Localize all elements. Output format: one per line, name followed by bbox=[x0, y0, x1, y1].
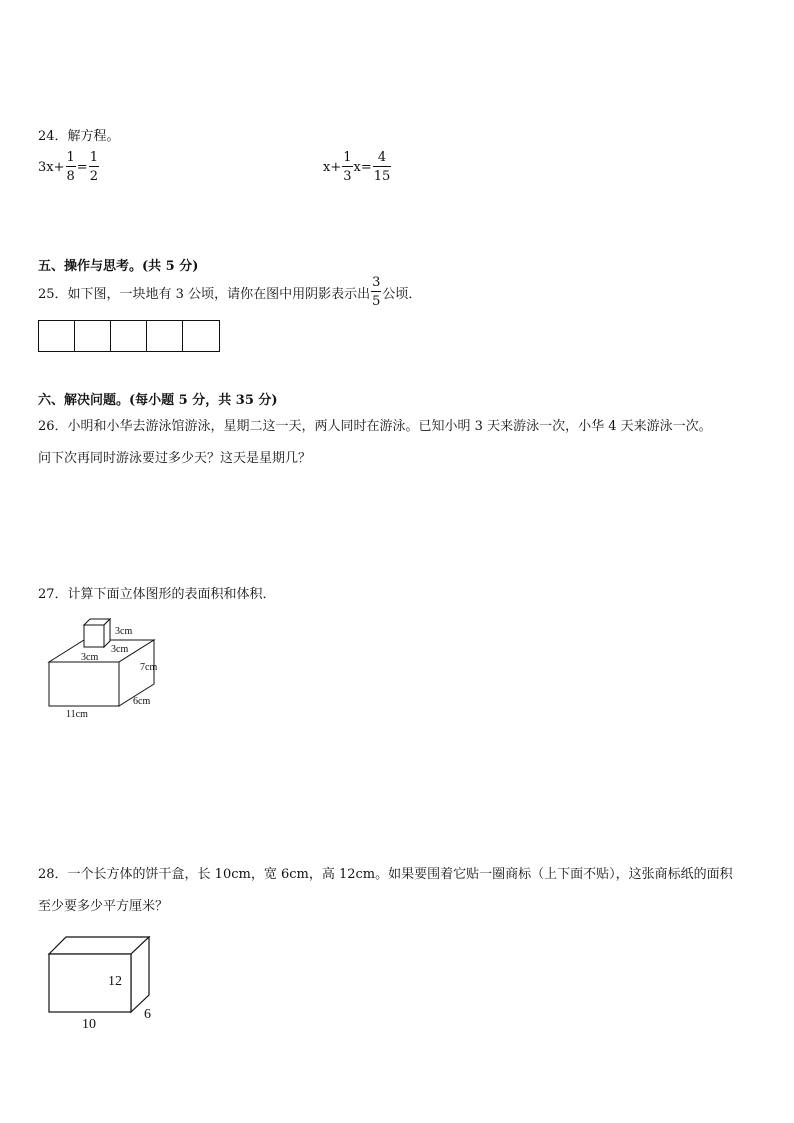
eq2-f1-numerator: 1 bbox=[343, 150, 352, 165]
eq2-f1-denominator: 3 bbox=[343, 169, 352, 184]
q28-line-2: 至少要多少平方厘米？ bbox=[38, 899, 169, 914]
label-box-depth: 6cm bbox=[133, 696, 151, 707]
box-front-face bbox=[49, 662, 119, 706]
label-box-length: 11cm bbox=[66, 709, 88, 720]
eq1-f2-numerator: 1 bbox=[89, 150, 98, 165]
eq2-f2-denominator: 15 bbox=[373, 169, 391, 184]
q27-text: 27．计算下面立体图形的表面积和体积． bbox=[38, 587, 276, 602]
q25-denominator: 5 bbox=[372, 294, 381, 309]
eq1-equals: = bbox=[76, 159, 88, 175]
eq2-mid: x= bbox=[353, 159, 372, 175]
eq1-prefix: 3x+ bbox=[38, 159, 65, 175]
label-tin-width: 6 bbox=[144, 1007, 151, 1022]
label-box-height: 7cm bbox=[140, 662, 158, 673]
q26-line-2: 问下次再同时游泳要过多少天？这天是星期几？ bbox=[38, 451, 312, 466]
eq2-f2-numerator: 4 bbox=[373, 151, 392, 167]
label-cube-height: 3cm bbox=[115, 626, 133, 637]
q28-line-1: 28．一个长方体的饼干盒，长 10cm，宽 6cm，高 12cm。如果要围着它贴一圈商标（上下面不贴），这张商标纸的面积 bbox=[38, 867, 733, 882]
label-tin-height: 12 bbox=[108, 974, 122, 989]
section-6-heading: 六、解决问题。(每小题 5 分，共 35 分) bbox=[38, 393, 278, 408]
q25-text-before: 25．如下图，一块地有 3 公顷，请你在图中用阴影表示出 bbox=[38, 286, 371, 302]
eq1-f2-denominator: 2 bbox=[89, 169, 98, 184]
cube-front-face bbox=[84, 625, 104, 647]
label-tin-length: 10 bbox=[82, 1017, 96, 1032]
eq1-f1-denominator: 8 bbox=[66, 169, 75, 184]
q25-text-after: 公顷． bbox=[382, 286, 422, 302]
q24-heading: 24．解方程。 bbox=[38, 129, 120, 144]
eq2-prefix: x+ bbox=[323, 159, 342, 175]
label-cube-width: 3cm bbox=[81, 652, 99, 663]
label-cube-depth: 3cm bbox=[111, 644, 129, 655]
q25-numerator: 3 bbox=[372, 275, 381, 290]
q26-line-1: 26．小明和小华去游泳馆游泳，星期二这一天，两人同时在游泳。已知小明 3 天来游泳一次，小华 4 天来游泳一次。 bbox=[38, 419, 712, 434]
section-5-heading: 五、操作与思考。(共 5 分) bbox=[38, 259, 199, 274]
eq1-f1-numerator: 1 bbox=[66, 150, 75, 165]
